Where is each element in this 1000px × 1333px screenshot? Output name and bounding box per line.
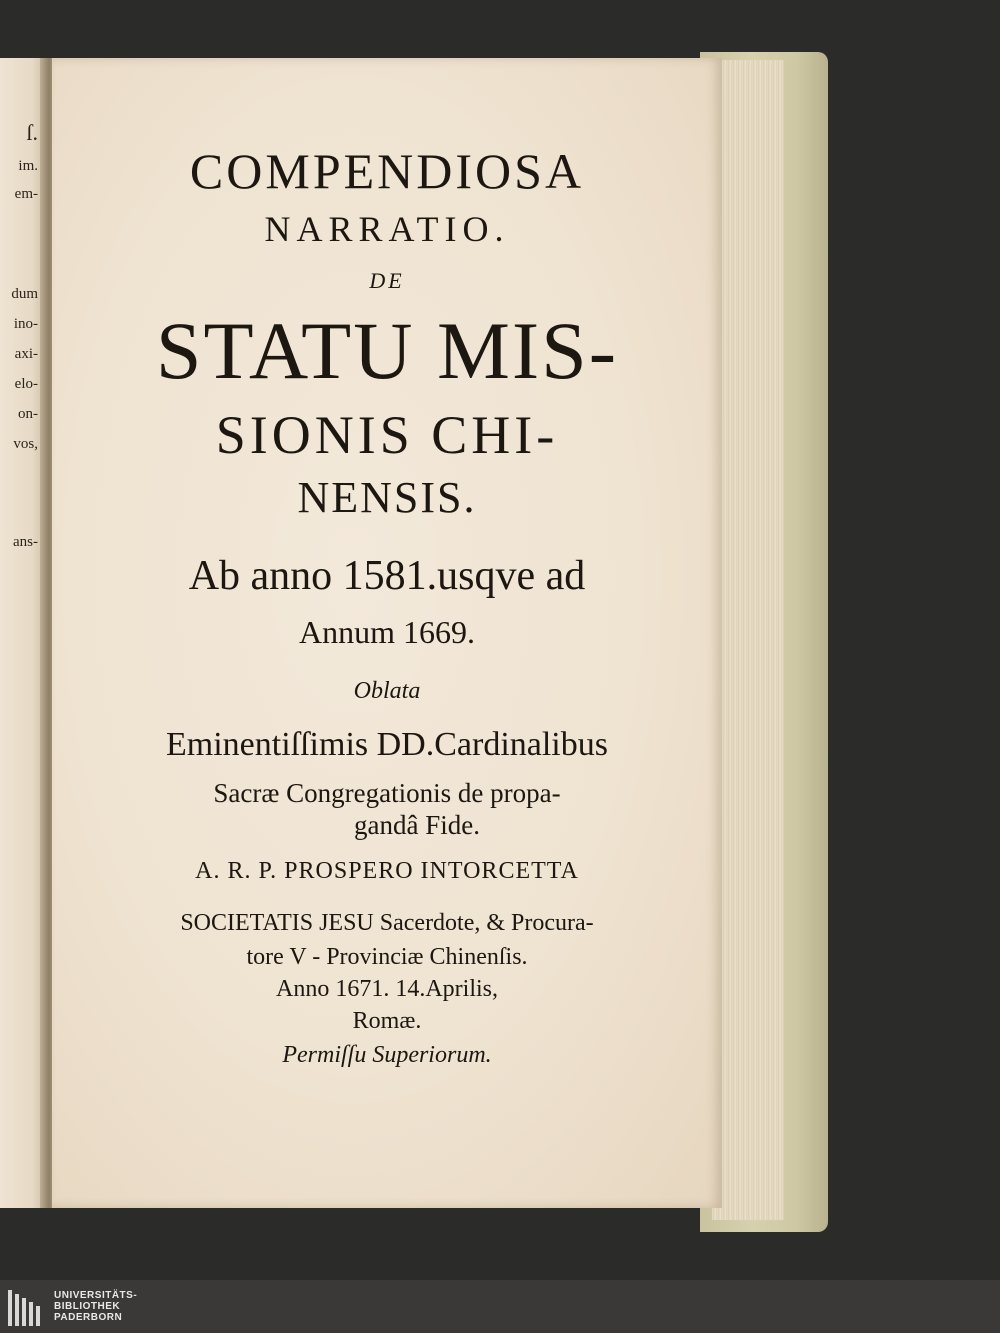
- logo-text-line: PADERBORN: [54, 1312, 123, 1323]
- left-page-fragment: axi-: [14, 346, 38, 362]
- title-line-anno-1671: Anno 1671. 14.Aprilis,: [276, 976, 498, 1002]
- title-line-romae: Romæ.: [352, 1008, 422, 1034]
- left-page-fragment: on-: [18, 406, 38, 422]
- title-line-propaganda-fide: gandâ Fide.: [354, 810, 480, 840]
- title-page: [52, 58, 722, 1208]
- title-line-annum: Annum 1669.: [299, 614, 475, 650]
- left-page-fragment: ans-: [13, 534, 38, 550]
- title-line-sionis-chi: SIONIS CHI-: [215, 405, 559, 465]
- title-line-author: A. R. P. PROSPERO INTORCETTA: [195, 858, 579, 884]
- title-line-de: DE: [369, 268, 405, 293]
- library-logo-text: [54, 1290, 137, 1323]
- title-line-sacrae-congregationis: Sacræ Congregationis de propa-: [213, 778, 561, 808]
- left-page-fragment: elo-: [14, 376, 38, 392]
- left-page-fragment: ſ.: [26, 120, 38, 145]
- left-page-fragment: em-: [14, 186, 38, 202]
- page-edges: [712, 60, 784, 1220]
- title-line-statu-mis: STATU MIS-: [155, 305, 619, 396]
- title-line-nensis: NENSIS.: [297, 473, 477, 522]
- library-logo-icon: [6, 1288, 46, 1328]
- left-page-fragment: ino-: [13, 316, 38, 332]
- library-footer-bar: [0, 1280, 1000, 1333]
- title-line-narratio: NARRATIO.: [264, 209, 510, 249]
- title-line-compendiosa: COMPENDIOSA: [189, 143, 585, 199]
- title-line-societatis: SOCIETATIS JESU Sacerdote, & Procura-: [180, 910, 594, 936]
- logo-text-line: BIBLIOTHEK: [54, 1301, 121, 1312]
- title-line-eminentissimis: Eminentiſſimis DD.Cardinalibus: [166, 726, 608, 763]
- title-line-ab-anno: Ab anno 1581.usqve ad: [188, 553, 586, 599]
- title-line-permissu: Permiſſu Superiorum.: [282, 1042, 492, 1068]
- title-line-oblata: Oblata: [353, 678, 421, 704]
- title-line-provinciae: tore V - Provinciæ Chinenſis.: [246, 944, 528, 970]
- left-page-fragment: vos,: [13, 436, 38, 452]
- left-page-fragment: im.: [18, 158, 38, 174]
- logo-text-line: UNIVERSITÄTS-: [54, 1290, 138, 1301]
- left-page-fragment: dum: [11, 286, 38, 302]
